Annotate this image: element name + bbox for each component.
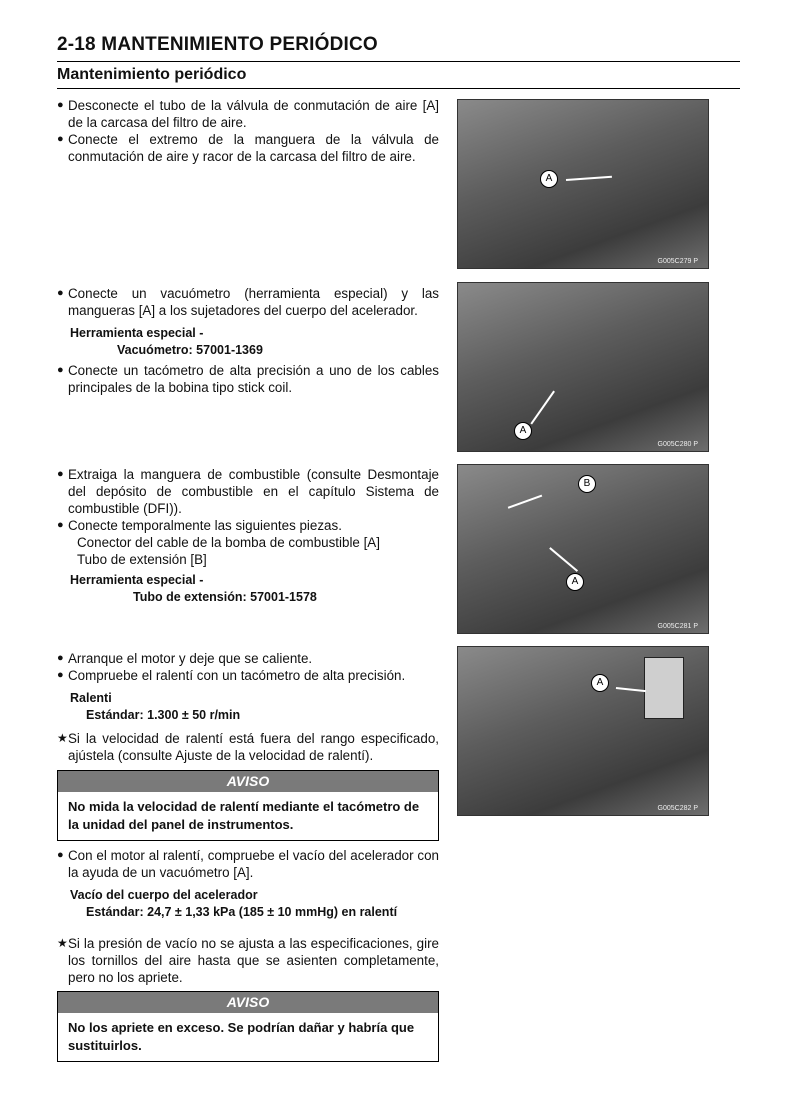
bullet-icon: ● — [57, 519, 64, 531]
bullet-icon: ● — [57, 669, 64, 681]
star-text: Si la presión de vacío no se ajusta a las especificaciones, gire los tornillos del aire hasta que se asienten completamente, pero no los apriete. — [68, 936, 439, 985]
aviso-text: No los apriete en exceso. Se podrían dañar y habría que sustituirlos. — [68, 1020, 415, 1053]
section-rule — [57, 88, 740, 89]
aviso-text: No mida la velocidad de ralentí mediante el tacómetro de la unidad del panel de instrumentos. — [68, 799, 420, 832]
callout-leader — [550, 547, 579, 571]
star-item — [57, 935, 439, 986]
star-item — [57, 730, 439, 764]
callout-leader — [508, 495, 542, 509]
photo-code: G005C281 P — [657, 623, 698, 630]
bullet-icon: ● — [57, 652, 64, 664]
bullet-item — [57, 466, 439, 517]
spec-value: Estándar: 1.300 ± 50 r/min — [86, 708, 241, 722]
bullet-text: Extraiga la manguera de combustible (consulte Desmontaje del depósito de combustible en el capítulo Sistema de combustible (DFI)). — [68, 467, 439, 516]
bullet-item — [57, 362, 439, 396]
bullet-item — [57, 650, 439, 667]
spec-title: Ralenti — [70, 691, 112, 705]
bullet-text: Desconecte el tubo de la válvula de conmutación de aire [A] de la carcasa del filtro de aire. — [68, 98, 439, 130]
section-5 — [57, 847, 439, 1062]
bullet-icon: ● — [57, 99, 64, 111]
callout-leader — [530, 391, 554, 425]
page-header — [57, 34, 740, 89]
bullet-item — [57, 285, 439, 319]
bullet-text: Conecte el extremo de la manguera de la válvula de conmutación de aire y racor de la carcasa del filtro de aire. — [68, 132, 439, 164]
bullet-icon: ● — [57, 287, 64, 299]
star-icon: ★ — [57, 731, 68, 745]
photo-vacuum-gauge — [457, 646, 709, 816]
bullet-text: Con el motor al ralentí, compruebe el vacío del acelerador con la ayuda de un vacuómetro [A]. — [68, 848, 439, 880]
photo-code: G005C282 P — [657, 805, 698, 812]
callout-label: A — [591, 674, 609, 692]
section-2 — [57, 285, 439, 396]
bullet-text: Compruebe el ralentí con un tacómetro de alta precisión. — [68, 668, 406, 683]
section-4 — [57, 650, 439, 841]
bullet-item — [57, 131, 439, 165]
bullet-item — [57, 517, 439, 534]
spec-value: Vacuómetro: 57001-1369 — [117, 343, 263, 357]
photo-air-filter — [457, 99, 709, 269]
aviso-box — [57, 991, 439, 1062]
bullet-text: Arranque el motor y deje que se caliente. — [68, 651, 313, 666]
bullet-text: Conecte un vacuómetro (herramienta especial) y las mangueras [A] a los sujetadores del cuerpo del acelerador. — [68, 286, 439, 318]
photo-fuel-pump — [457, 464, 709, 634]
bullet-icon: ● — [57, 364, 64, 376]
callout-label: A — [514, 422, 532, 440]
aviso-title: AVISO — [58, 992, 438, 1013]
header-rule — [57, 61, 740, 62]
spec-value: Estándar: 24,7 ± 1,33 kPa (185 ± 10 mmHg) en ralentí — [86, 905, 398, 919]
bullet-item — [57, 847, 439, 881]
star-text: Si la velocidad de ralentí está fuera del rango especificado, ajústela (consulte Ajuste de la velocidad de ralentí). — [68, 731, 439, 763]
aviso-title: AVISO — [58, 771, 438, 792]
section-3 — [57, 466, 439, 606]
bullet-text: Conecte un tacómetro de alta precisión a uno de los cables principales de la bobina tipo stick coil. — [68, 363, 439, 395]
part-line: Tubo de extensión [B] — [77, 552, 207, 567]
section-1 — [57, 97, 439, 165]
bullet-icon: ● — [57, 849, 64, 861]
callout-label: A — [540, 170, 558, 188]
part-line: Conector del cable de la bomba de combustible [A] — [77, 535, 380, 550]
spec-title: Herramienta especial - — [70, 573, 204, 587]
bullet-item — [57, 667, 439, 684]
spec-title: Vacío del cuerpo del acelerador — [70, 888, 258, 902]
spec-title: Herramienta especial - — [70, 326, 204, 340]
photo-vacuum-gauge-hoses — [457, 282, 709, 452]
bullet-text: Conecte temporalmente las siguientes piezas. — [68, 518, 342, 533]
gauge-shape — [644, 657, 684, 719]
page-title: 2-18 MANTENIMIENTO PERIÓDICO — [57, 34, 378, 55]
section-title: Mantenimiento periódico — [57, 66, 247, 83]
callout-label: A — [566, 573, 584, 591]
bullet-icon: ● — [57, 133, 64, 145]
bullet-icon: ● — [57, 468, 64, 480]
star-icon: ★ — [57, 936, 68, 950]
spec-value: Tubo de extensión: 57001-1578 — [133, 590, 317, 604]
callout-label: B — [578, 475, 596, 493]
bullet-item — [57, 97, 439, 131]
aviso-box — [57, 770, 439, 841]
callout-leader — [566, 176, 612, 181]
photo-code: G005C280 P — [657, 441, 698, 448]
photo-code: G005C279 P — [657, 258, 698, 265]
callout-leader — [616, 687, 646, 692]
